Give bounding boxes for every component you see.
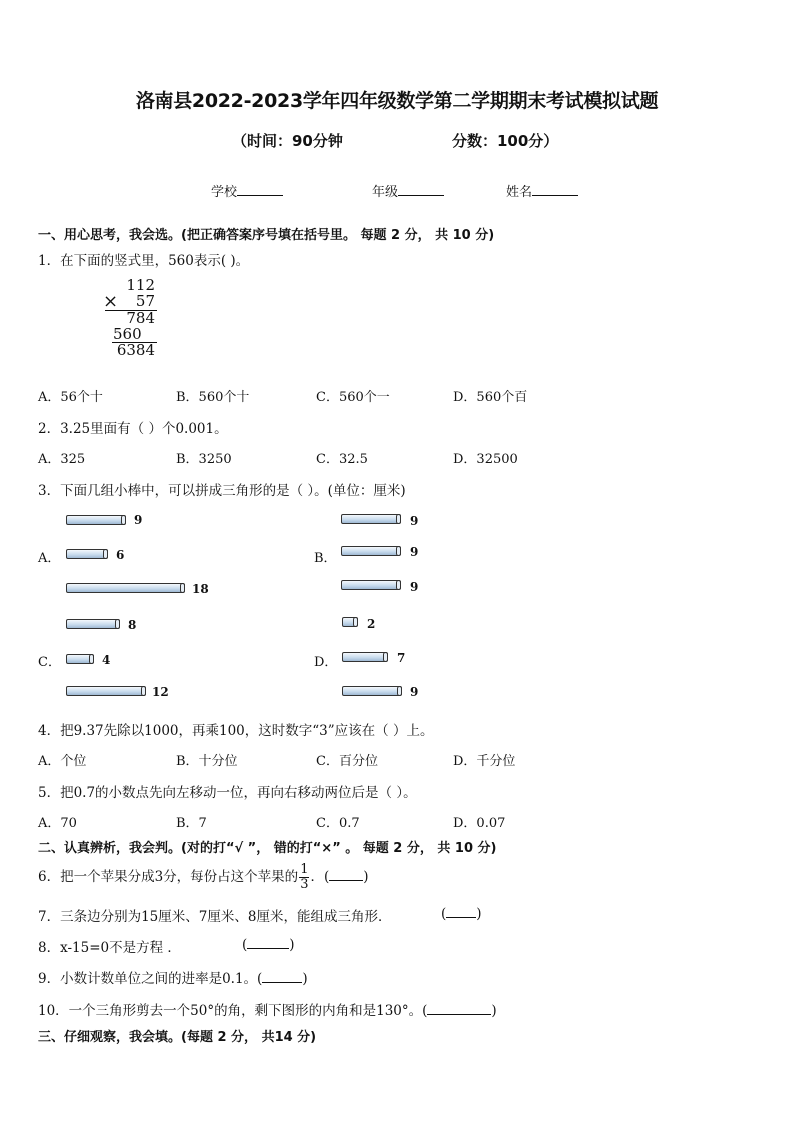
q10-row	[38, 999, 497, 1019]
q4-option-c[interactable]: C．百分位	[316, 754, 378, 769]
stick-d1	[342, 617, 358, 627]
q4-option-b[interactable]: B．十分位	[176, 754, 238, 769]
q4-text: 4．把9.37先除以1000，再乘100，这时数字“3”应该在（ ）上。	[38, 723, 434, 739]
stick-b3-length: 9	[410, 580, 419, 594]
q1-option-c[interactable]: C．560个一	[316, 390, 390, 405]
q9-close-paren: )	[302, 971, 308, 987]
q3-option-a[interactable]: A．	[38, 551, 61, 566]
q5-option-a[interactable]: A．70	[38, 816, 77, 831]
stick-b2	[341, 546, 401, 556]
stick-a2-length: 6	[116, 548, 125, 562]
school-blank[interactable]	[237, 184, 283, 196]
stick-c1-length: 8	[128, 618, 137, 632]
one-third-fraction	[299, 863, 309, 892]
section3-title: 三、仔细观察，我会填。(每题 2 分， 共14 分)	[38, 1030, 317, 1045]
q8-answer-blank[interactable]	[247, 936, 289, 949]
q7-answer-blank[interactable]	[446, 905, 476, 918]
q7-answer	[441, 905, 482, 922]
q2-text: 2．3.25里面有（ ）个0.001。	[38, 421, 228, 437]
stick-b1	[341, 514, 401, 524]
stick-a1-length: 9	[134, 513, 143, 527]
q1-option-b[interactable]: B．560个十	[176, 390, 250, 405]
q3-option-c[interactable]: C．	[38, 655, 61, 670]
q4-option-d[interactable]: D．千分位	[453, 754, 516, 769]
stick-b1-length: 9	[410, 514, 419, 528]
q2-option-d[interactable]: D．32500	[453, 452, 518, 467]
stick-c3	[66, 686, 146, 696]
school-label: 学校	[211, 185, 238, 200]
q6-text: 6．把一个苹果分成3分，每份占这个苹果的	[38, 869, 299, 885]
q9-row	[38, 967, 308, 987]
stick-c3-length: 12	[152, 685, 169, 699]
stick-c2	[66, 654, 94, 664]
stick-b2-length: 9	[410, 545, 419, 559]
q4-option-a[interactable]: A．个位	[38, 754, 87, 769]
q3-option-d[interactable]: D．	[314, 655, 338, 670]
q5-option-c[interactable]: C．0.7	[316, 816, 360, 831]
q8-open-paren: (	[242, 937, 248, 953]
q7-open-paren: (	[441, 906, 447, 922]
fraction-denominator: 3	[300, 877, 309, 892]
exam-time: （时间：90分钟	[232, 132, 343, 150]
calc-partial-1: 784	[126, 309, 155, 327]
stick-a1	[66, 515, 126, 525]
q2-option-b[interactable]: B．3250	[176, 452, 232, 467]
q8-text: 8．x-15=0不是方程 ．	[38, 940, 181, 956]
q10-close-paren: )	[491, 1003, 497, 1019]
calc-multiplier: 57	[135, 292, 155, 310]
q1-option-a[interactable]: A．56个十	[38, 390, 103, 405]
stick-d3	[342, 686, 402, 696]
q10-text: 10．一个三角形剪去一个50°的角，剩下图形的内角和是130°。(	[38, 1003, 428, 1019]
stick-d3-length: 9	[410, 685, 419, 699]
q8-close-paren: )	[289, 937, 295, 953]
stick-d1-length: 2	[367, 617, 376, 631]
q2-option-a[interactable]: A．325	[38, 452, 86, 467]
stick-d2	[342, 652, 388, 662]
q6-close-paren: )	[363, 869, 369, 885]
q5-text: 5．把0.7的小数点先向左移动一位，再向右移动两位后是（ ）。	[38, 785, 417, 801]
q7-text: 7．三条边分别为15厘米、7厘米、8厘米，能组成三角形．	[38, 909, 392, 925]
vertical-multiplication	[100, 276, 155, 366]
stick-b3	[341, 580, 401, 590]
q1-option-d[interactable]: D．560个百	[453, 390, 528, 405]
stick-a3	[66, 583, 185, 593]
exam-score: 分数：100分）	[452, 132, 559, 150]
fraction-numerator: 1	[300, 862, 309, 877]
q6-row	[38, 863, 369, 892]
q5-option-d[interactable]: D．0.07	[453, 816, 506, 831]
calc-result: 6384	[116, 341, 155, 359]
name-label: 姓名	[506, 185, 533, 200]
multiply-sign: ×	[103, 291, 119, 312]
calc-partial-2: 560	[113, 325, 142, 343]
q9-text: 9．小数计数单位之间的进率是0.1。(	[38, 971, 263, 987]
q1-text: 1．在下面的竖式里，560表示( )。	[38, 253, 250, 269]
stick-c2-length: 4	[102, 653, 111, 667]
q8-answer	[242, 936, 295, 953]
q9-answer-blank[interactable]	[262, 970, 302, 983]
q10-answer-blank[interactable]	[427, 1002, 491, 1015]
q7-close-paren: )	[476, 906, 482, 922]
q6-answer-blank[interactable]	[329, 868, 363, 881]
grade-blank[interactable]	[398, 184, 444, 196]
school-field	[211, 181, 283, 200]
section2-title: 二、认真辨析，我会判。(对的打“√ ”， 错的打“×” 。 每题 2 分， 共 10 分)	[38, 841, 497, 856]
q3-option-b[interactable]: B．	[314, 551, 337, 566]
stick-a3-length: 18	[192, 582, 209, 596]
calc-multiplicand: 112	[126, 276, 155, 294]
grade-field	[372, 181, 444, 200]
q3-text: 3．下面几组小棒中，可以拼成三角形的是（ ）。(单位：厘米)	[38, 483, 406, 499]
q2-option-c[interactable]: C．32.5	[316, 452, 368, 467]
grade-label: 年级	[372, 185, 399, 200]
q6-open-paren: ．(	[310, 869, 330, 885]
section1-title: 一、用心思考，我会选。(把正确答案序号填在括号里。 每题 2 分， 共 10 分)	[38, 228, 495, 243]
q5-option-b[interactable]: B．7	[176, 816, 207, 831]
page-title: 洛南县2022-2023学年四年级数学第二学期期末考试模拟试题	[135, 90, 659, 112]
stick-d2-length: 7	[397, 651, 406, 665]
stick-c1	[66, 619, 120, 629]
name-blank[interactable]	[532, 184, 578, 196]
stick-a2	[66, 549, 108, 559]
name-field	[506, 181, 578, 200]
